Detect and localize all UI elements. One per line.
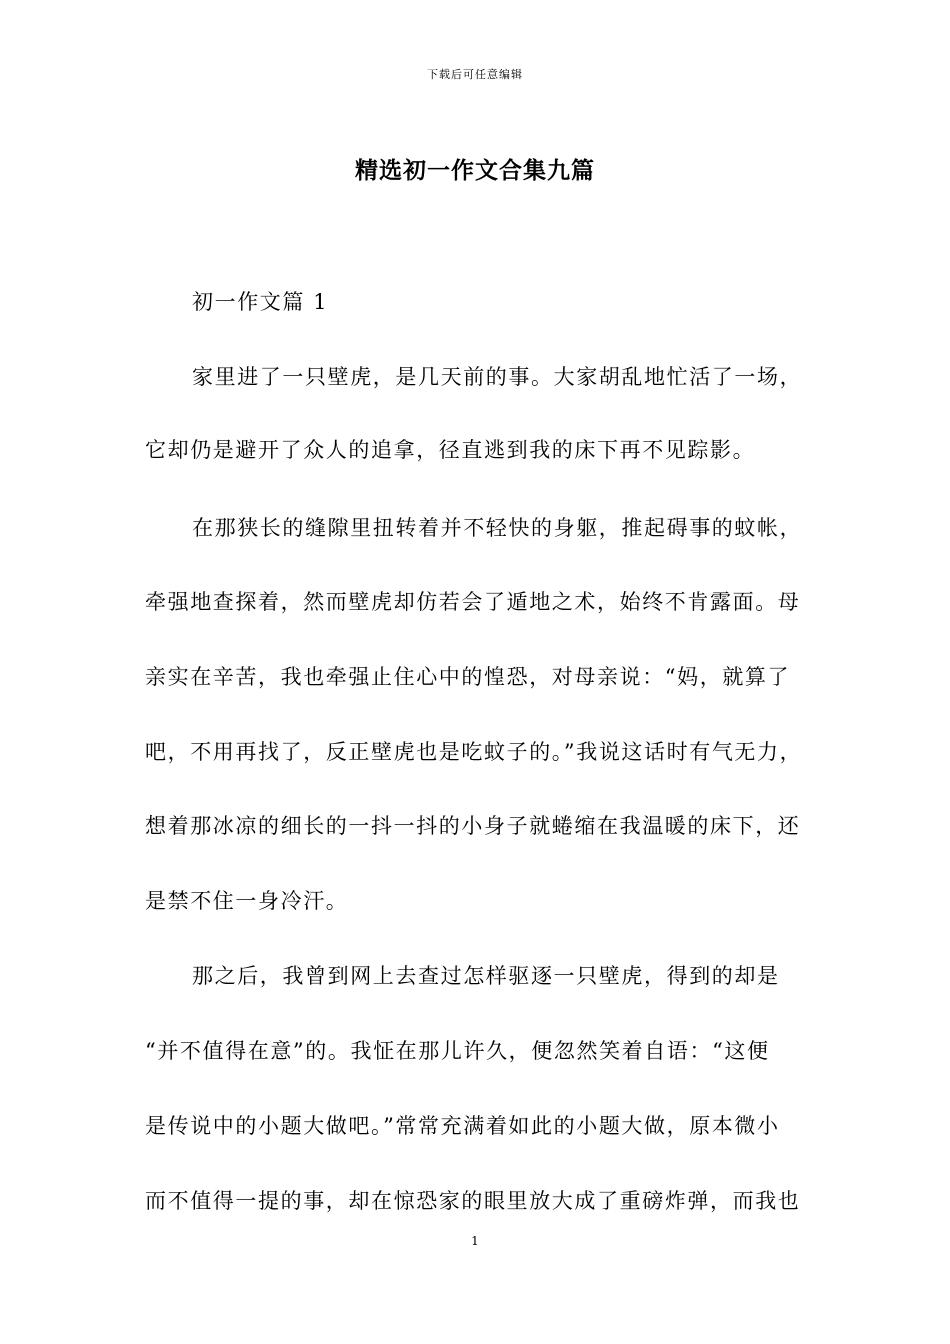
paragraph-line: 而不值得一提的事，却在惊恐家的眼里放大成了重磅炸弹，而我也 (145, 1189, 801, 1213)
paragraph-line: 想着那冰凉的细长的一抖一抖的小身子就蜷缩在我温暖的床下，还 (145, 814, 801, 838)
paragraph-line: 家里进了一只壁虎，是几天前的事。大家胡乱地忙活了一场， (192, 365, 803, 389)
paragraph-line: 是禁不住一身冷汗。 (145, 889, 349, 913)
paragraph-line: “并不值得在意”的。我怔在那儿许久，便忽然笑着自语：“这便 (145, 1039, 770, 1063)
header-note: 下载后可任意编辑 (427, 68, 523, 81)
paragraph-line: 在那狭长的缝隙里扭转着并不轻快的身躯，推起碍事的蚊帐， (192, 516, 803, 540)
paragraph-line: 它却仍是避开了众人的追拿，径直逃到我的床下再不见踪影。 (145, 438, 756, 462)
page-number: 1 (471, 1234, 479, 1248)
paragraph-line: 牵强地查探着，然而壁虎却仿若会了遁地之术，始终不肯露面。母 (145, 590, 801, 614)
paragraph-line: 吧，不用再找了，反正壁虎也是吃蚊子的。”我说这话时有气无力， (145, 740, 803, 764)
section-heading: 初一作文篇 1 (192, 290, 329, 314)
paragraph-line: 那之后，我曾到网上去查过怎样驱逐一只壁虎，得到的却是 (192, 964, 780, 988)
document-title: 精选初一作文合集九篇 (355, 157, 595, 184)
paragraph-line: 亲实在辛苦，我也牵强止住心中的惶恐，对母亲说：“妈，就算了 (145, 665, 791, 689)
paragraph-line: 是传说中的小题大做吧。”常常充满着如此的小题大做，原本微小 (145, 1114, 780, 1138)
